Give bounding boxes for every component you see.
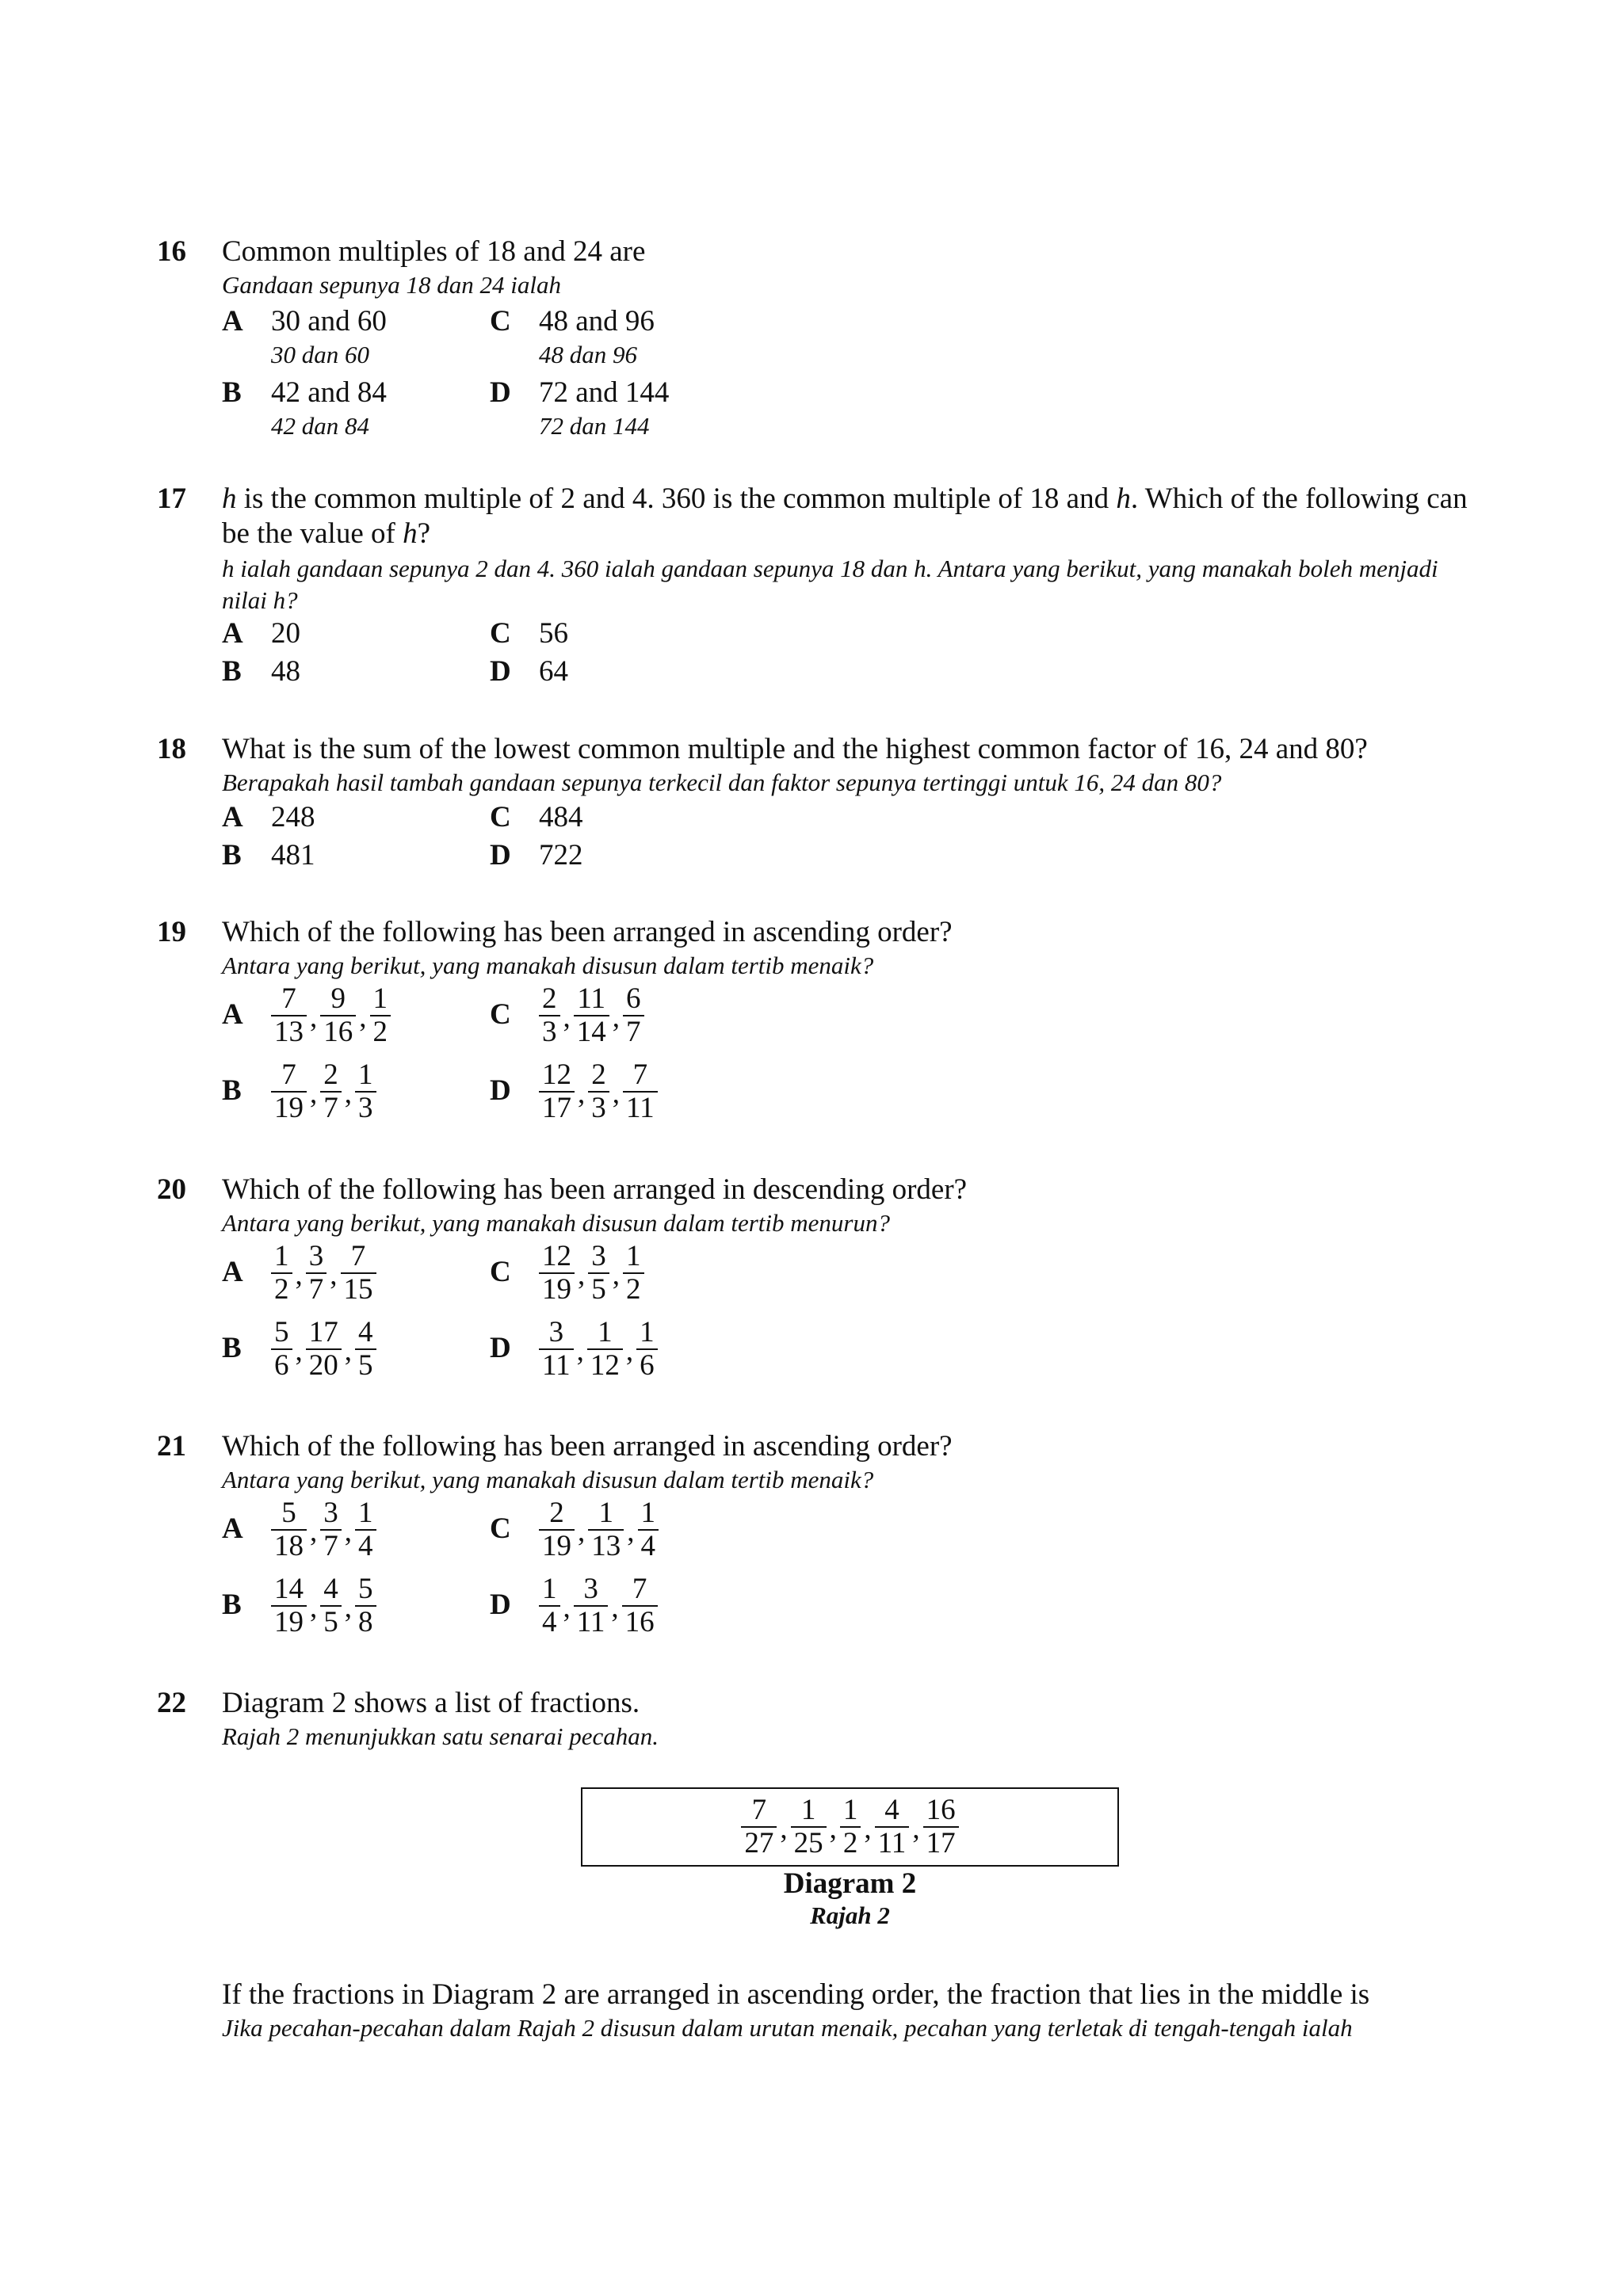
option-letter: D [490,1589,511,1621]
fraction-denominator: 7 [306,1272,327,1306]
comma-separator: , [780,1813,788,1845]
comma-separator: , [310,1592,318,1624]
fraction-denominator: 11 [539,1348,574,1382]
comma-separator: , [611,1592,619,1624]
fraction-denominator: 5 [320,1605,342,1638]
fraction-list [539,1494,659,1566]
fraction-denominator: 7 [623,1015,644,1048]
option-letter: A [222,1512,243,1545]
option-letter: A [222,801,243,833]
fraction [923,1794,959,1859]
comma-separator: , [625,1335,634,1367]
option-text: 20 [271,617,300,650]
option-letter: B [222,839,242,871]
fraction-denominator: 19 [539,1529,575,1562]
option-letter: D [490,1332,511,1364]
question-text: What is the sum of the lowest common multiple and the highest common factor of 16, 24 and 80? [222,733,1368,765]
fraction-denominator: 2 [623,1272,644,1306]
fraction-denominator: 19 [539,1272,575,1306]
fraction-numerator: 17 [308,1316,338,1348]
comma-separator: , [612,1259,620,1291]
variable-h: h [403,517,418,550]
fraction-denominator: 11 [623,1091,658,1124]
comma-separator: , [829,1813,837,1845]
option-letter: B [222,1332,242,1364]
option-letter: C [490,617,511,650]
comma-separator: , [912,1813,920,1845]
fraction-numerator: 12 [542,1240,571,1272]
fraction [355,1059,376,1124]
fraction [355,1497,376,1562]
question-text-malay: Gandaan sepunya 18 dan 24 ialah [222,271,561,299]
option-letter: C [490,305,511,338]
fraction [587,1317,623,1382]
option-text: 484 [539,801,583,833]
option-text: 72 and 144 [539,376,670,409]
question-number: 20 [157,1173,186,1206]
fraction-numerator: 2 [542,982,557,1015]
fraction-list [271,1314,376,1385]
option-text: 64 [539,655,568,688]
fraction-numerator: 7 [632,1573,647,1605]
comma-separator: , [627,1516,635,1548]
fraction-denominator: 15 [341,1272,376,1306]
question-number: 17 [157,482,186,515]
comma-separator: , [295,1335,303,1367]
fraction-denominator: 16 [320,1015,356,1048]
fraction-list [271,1570,376,1642]
option-text: 481 [271,839,315,871]
comma-separator: , [612,1077,620,1110]
diagram-fraction-list [741,1794,958,1859]
question-text-malay: Rajah 2 menunjukkan satu senarai pecahan. [222,1722,659,1750]
fraction-denominator: 3 [355,1091,376,1124]
fraction-numerator: 12 [542,1058,571,1091]
option-letter: B [222,1589,242,1621]
question-text-malay: Antara yang berikut, yang manakah disusun dalam tertib menaik? [222,952,874,979]
question-text: Which of the following has been arranged in descending order? [222,1173,968,1206]
fraction-numerator: 7 [281,1058,296,1091]
fraction-numerator: 1 [542,1573,557,1605]
question-number: 18 [157,733,186,765]
comma-separator: , [330,1259,338,1291]
option-letter: B [222,1074,242,1107]
fraction-denominator: 6 [636,1348,658,1382]
fraction-numerator: 5 [274,1316,289,1348]
fraction-numerator: 1 [640,1497,655,1529]
fraction-denominator: 3 [539,1015,560,1048]
option-letter: A [222,998,243,1031]
fraction-denominator: 27 [741,1826,777,1859]
comma-separator: , [578,1077,586,1110]
option-text: 56 [539,617,568,650]
fraction [840,1794,861,1859]
fraction-denominator: 17 [923,1826,959,1859]
comma-separator: , [310,1001,318,1034]
fraction [271,1317,292,1382]
fraction-denominator: 2 [271,1272,292,1306]
fraction-numerator: 3 [583,1573,598,1605]
fraction-numerator: 14 [274,1573,304,1605]
comma-separator: , [612,1001,620,1034]
fraction [588,1497,624,1562]
fraction-numerator: 1 [598,1497,613,1529]
fraction [588,1059,609,1124]
fraction-denominator: 4 [638,1529,659,1562]
option-letter: C [490,1256,511,1288]
fraction-denominator: 19 [271,1091,307,1124]
fraction-denominator: 12 [587,1348,623,1382]
fraction-list [271,980,391,1051]
comma-separator: , [578,1516,586,1548]
followup-text: If the fractions in Diagram 2 are arranged in ascending order, the fraction that lies in the middle is [222,1978,1370,2011]
fraction [271,1497,307,1562]
fraction-denominator: 5 [588,1272,609,1306]
fraction-numerator: 3 [323,1497,338,1529]
fraction-denominator: 7 [320,1529,342,1562]
comma-separator: , [344,1516,352,1548]
fraction-numerator: 4 [358,1316,373,1348]
fraction [791,1794,827,1859]
fraction-numerator: 2 [549,1497,564,1529]
fraction-numerator: 3 [308,1240,324,1272]
fraction-denominator: 19 [271,1605,307,1638]
fraction [574,983,609,1048]
fraction-numerator: 1 [372,982,388,1015]
fraction-numerator: 16 [926,1794,956,1826]
fraction-list [539,1056,658,1127]
fraction [622,1573,658,1638]
fraction-denominator: 11 [875,1826,910,1859]
question-number: 19 [157,916,186,948]
fraction [539,1059,575,1124]
fraction [271,1059,307,1124]
fraction-list [539,1238,644,1309]
question-text-malay: h ialah gandaan sepunya 2 dan 4. 360 ialah gandaan sepunya 18 dan h. Antara yang berikut, yang manakah boleh menjadi nilai h? [222,555,1438,614]
comma-separator: , [563,1592,571,1624]
fraction-denominator: 8 [355,1605,376,1638]
fraction-denominator: 6 [271,1348,292,1382]
fraction [623,1059,658,1124]
fraction [741,1794,777,1859]
comma-separator: , [578,1259,586,1291]
option-text-malay: 48 dan 96 [539,341,637,368]
fraction-numerator: 9 [330,982,346,1015]
fraction-list [271,1056,376,1127]
fraction-list [271,1494,376,1566]
question-text: Which of the following has been arranged in ascending order? [222,916,953,948]
option-letter: D [490,1074,511,1107]
fraction [271,1241,292,1306]
fraction-denominator: 7 [320,1091,342,1124]
fraction [636,1317,658,1382]
option-text: 722 [539,839,583,871]
option-letter: C [490,1512,511,1545]
question-text-malay: Berapakah hasil tambah gandaan sepunya terkecil dan faktor sepunya tertinggi untuk 16, 24 dan 80? [222,769,1222,796]
fraction-numerator: 7 [281,982,296,1015]
comma-separator: , [359,1001,367,1034]
fraction-numerator: 1 [800,1794,816,1826]
fraction-numerator: 3 [591,1240,606,1272]
fraction-numerator: 1 [358,1058,373,1091]
fraction [574,1573,609,1638]
option-text-malay: 72 dan 144 [539,412,650,440]
comma-separator: , [310,1516,318,1548]
fraction-numerator: 7 [751,1794,767,1826]
fraction-numerator: 1 [598,1316,613,1348]
option-text-malay: 30 dan 60 [271,341,369,368]
question-text-malay: Antara yang berikut, yang manakah disusun dalam tertib menurun? [222,1209,890,1237]
option-letter: D [490,839,511,871]
fraction-denominator: 20 [306,1348,342,1382]
question-number: 21 [157,1430,186,1463]
option-letter: A [222,1256,243,1288]
fraction [875,1794,910,1859]
fraction-list [539,980,644,1051]
fraction-numerator: 7 [350,1240,366,1272]
fraction [588,1241,609,1306]
fraction-list [539,1314,658,1385]
fraction-denominator: 11 [574,1605,609,1638]
comma-separator: , [344,1077,352,1110]
fraction-numerator: 5 [281,1497,296,1529]
option-text: 48 [271,655,300,688]
fraction-numerator: 2 [591,1058,606,1091]
option-text: 248 [271,801,315,833]
fraction-numerator: 11 [577,982,606,1015]
fraction-numerator: 1 [842,1794,858,1826]
fraction-numerator: 3 [548,1316,564,1348]
question-text: h is the common multiple of 2 and 4. 360 is the common multiple of 18 and h. Which of the following can be the value of h? [222,482,1468,550]
fraction [341,1241,376,1306]
option-letter: C [490,801,511,833]
fraction-denominator: 2 [840,1826,861,1859]
comma-separator: , [295,1259,303,1291]
fraction [623,983,644,1048]
fraction-numerator: 4 [323,1573,338,1605]
fraction-numerator: 6 [626,982,641,1015]
fraction-numerator: 4 [884,1794,899,1826]
comma-separator: , [576,1335,584,1367]
fraction [539,1573,560,1638]
fraction [539,1497,575,1562]
fraction-numerator: 1 [358,1497,373,1529]
fraction-numerator: 7 [632,1058,648,1091]
question-number: 22 [157,1687,186,1719]
fraction-denominator: 5 [355,1348,376,1382]
fraction [271,983,307,1048]
fraction-denominator: 14 [574,1015,609,1048]
variable-h: h [222,482,237,515]
fraction-denominator: 2 [370,1015,391,1048]
fraction [539,1241,575,1306]
question-text: Diagram 2 shows a list of fractions. [222,1687,640,1719]
fraction-denominator: 4 [539,1605,560,1638]
comma-separator: , [344,1335,352,1367]
option-letter: B [222,376,242,409]
fraction-numerator: 5 [358,1573,373,1605]
fraction-denominator: 13 [271,1015,307,1048]
fraction-denominator: 17 [539,1091,575,1124]
fraction [306,1317,342,1382]
option-text: 30 and 60 [271,305,387,338]
fraction [539,1317,574,1382]
fraction [306,1241,327,1306]
variable-h: h [1116,482,1131,515]
fraction-denominator: 18 [271,1529,307,1562]
fraction-list [271,1238,376,1309]
option-letter: B [222,655,242,688]
option-text: 48 and 96 [539,305,655,338]
option-letter: D [490,376,511,409]
question-text-malay: Antara yang berikut, yang manakah disusun dalam tertib menaik? [222,1466,874,1493]
fraction [638,1497,659,1562]
question-text: Common multiples of 18 and 24 are [222,235,646,268]
comma-separator: , [864,1813,872,1845]
fraction-denominator: 16 [622,1605,658,1638]
fraction-denominator: 3 [588,1091,609,1124]
fraction [320,983,356,1048]
fraction-numerator: 2 [323,1058,338,1091]
fraction [320,1573,342,1638]
followup-text-malay: Jika pecahan-pecahan dalam Rajah 2 disusun dalam urutan menaik, pecahan yang terletak di tengah-tengah ialah [222,2014,1353,2042]
comma-separator: , [563,1001,571,1034]
diagram-caption: Diagram 2 [783,1867,917,1900]
fraction-numerator: 1 [640,1316,655,1348]
fraction [320,1497,342,1562]
diagram-2-box [581,1787,1119,1867]
fraction-denominator: 13 [588,1529,624,1562]
fraction-numerator: 1 [626,1240,641,1272]
option-letter: A [222,617,243,650]
option-letter: A [222,305,243,338]
fraction [623,1241,644,1306]
fraction-numerator: 1 [274,1240,289,1272]
option-text-malay: 42 dan 84 [271,412,369,440]
fraction [539,983,560,1048]
option-letter: D [490,655,511,688]
fraction [355,1573,376,1638]
question-number: 16 [157,235,186,268]
fraction [271,1573,307,1638]
fraction-denominator: 25 [791,1826,827,1859]
diagram-caption-malay: Rajah 2 [810,1901,890,1929]
fraction [355,1317,376,1382]
question-text: Which of the following has been arranged in ascending order? [222,1430,953,1463]
option-text: 42 and 84 [271,376,387,409]
option-letter: C [490,998,511,1031]
fraction-denominator: 4 [355,1529,376,1562]
fraction-list [539,1570,658,1642]
comma-separator: , [310,1077,318,1110]
comma-separator: , [344,1592,352,1624]
fraction [370,983,391,1048]
fraction [320,1059,342,1124]
